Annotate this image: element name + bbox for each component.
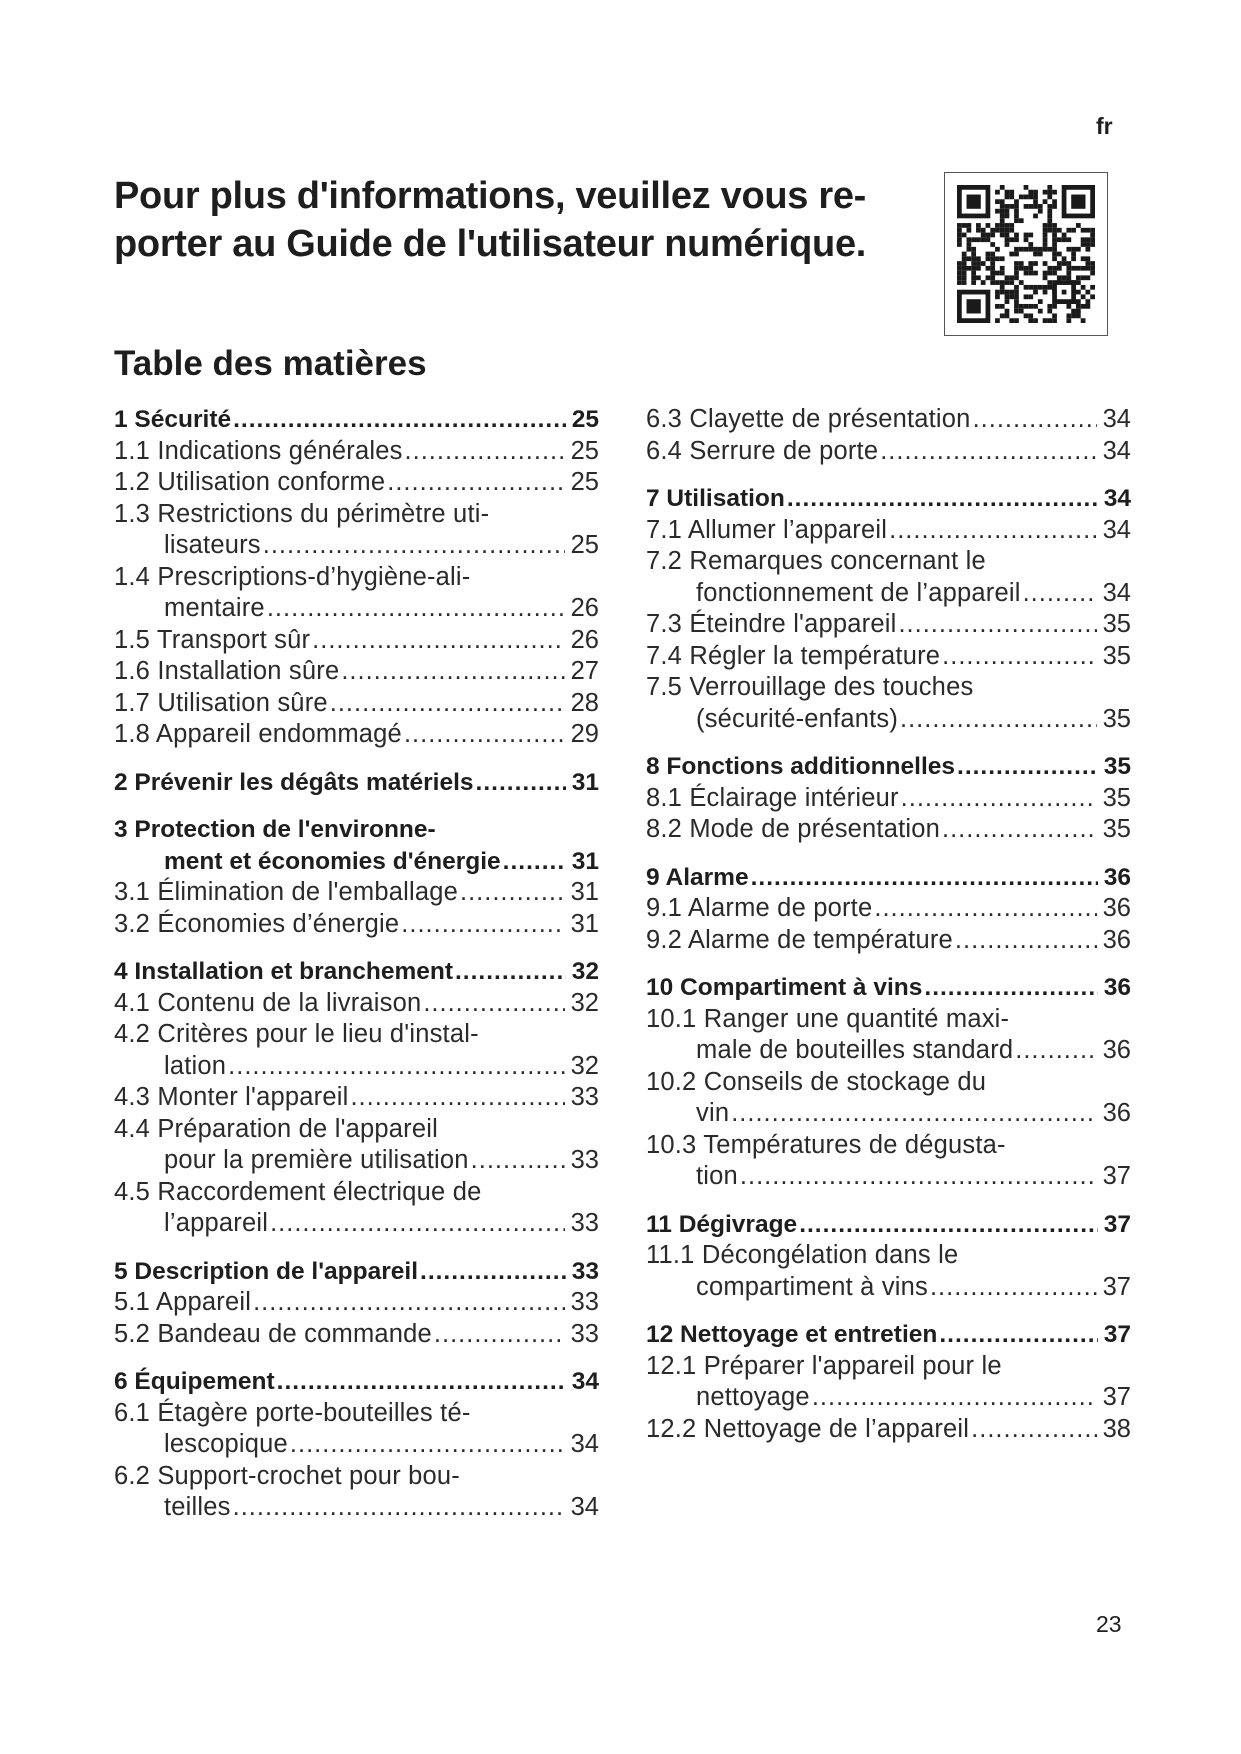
dot-leader bbox=[812, 1382, 1097, 1414]
toc-subsection-entry[interactable] bbox=[646, 1004, 1131, 1067]
toc-subsection-entry[interactable] bbox=[646, 672, 1131, 735]
toc-subsection-entry[interactable] bbox=[646, 1351, 1131, 1414]
toc-subsection-entry[interactable] bbox=[114, 562, 599, 625]
toc-entry-label: vin bbox=[696, 1099, 730, 1127]
toc-page-number: 33 bbox=[570, 1319, 599, 1348]
toc-page-number: 33 bbox=[571, 1257, 599, 1285]
toc-entry-label: 3.2 Économies d’énergie bbox=[114, 909, 400, 938]
dot-leader bbox=[233, 1492, 565, 1524]
toc-subsection-entry[interactable] bbox=[114, 1398, 599, 1461]
toc-entry-label: 10.1 Ranger une quantité maxi- bbox=[646, 1004, 1010, 1033]
toc-page-number: 38 bbox=[1102, 1414, 1131, 1443]
toc-subsection-entry[interactable] bbox=[646, 641, 1131, 673]
toc-entry-label: 12.1 Préparer l'appareil pour le bbox=[646, 1351, 1002, 1380]
dot-leader bbox=[799, 1209, 1098, 1241]
dot-leader bbox=[880, 436, 1096, 468]
toc-entry-label: 1.2 Utilisation conforme bbox=[114, 468, 386, 496]
dot-leader bbox=[420, 1256, 566, 1288]
toc-section-entry[interactable] bbox=[114, 767, 599, 799]
dot-leader bbox=[924, 972, 1097, 1004]
toc-entry-label: male de bouteilles standard bbox=[696, 1036, 1014, 1064]
toc-entry-label: 5.1 Appareil bbox=[114, 1288, 252, 1316]
toc-page-number: 36 bbox=[1102, 1099, 1131, 1127]
toc-subsection-entry[interactable] bbox=[114, 719, 599, 751]
toc-entry-label: 4.3 Monter l'appareil bbox=[114, 1083, 349, 1111]
toc-page-number: 33 bbox=[570, 1288, 599, 1316]
toc-subsection-entry[interactable] bbox=[646, 609, 1131, 641]
toc-page-number: 33 bbox=[570, 1146, 599, 1174]
toc-entry-label: 1.6 Installation sûre bbox=[114, 657, 340, 685]
dot-leader bbox=[731, 1098, 1096, 1130]
dot-leader bbox=[460, 877, 565, 909]
toc-entry-label: 7.1 Allumer l’appareil bbox=[646, 515, 888, 544]
toc-entry-label: 1.5 Transport sûr bbox=[114, 625, 311, 654]
toc-entry-label: 6.4 Serrure de porte bbox=[646, 436, 879, 465]
toc-page-number: 35 bbox=[1103, 753, 1131, 780]
toc-page-number: 36 bbox=[1102, 1036, 1131, 1064]
toc-subsection-entry[interactable] bbox=[646, 925, 1131, 957]
toc-entry-label: 1.8 Appareil endommagé bbox=[114, 720, 402, 748]
notice-line-2: porter au Guide de l'utilisateur numérique. bbox=[114, 223, 867, 265]
toc-section-entry[interactable] bbox=[114, 814, 599, 877]
qr-code[interactable] bbox=[944, 172, 1108, 336]
toc-entry-label: 1 Sécurité bbox=[114, 406, 232, 433]
toc-entry-label: 7.3 Éteindre l'appareil bbox=[646, 610, 897, 638]
toc-entry-label: 8.1 Éclairage intérieur bbox=[646, 783, 899, 812]
toc-entry-label: compartiment à vins bbox=[696, 1272, 928, 1301]
toc-section-entry[interactable] bbox=[646, 751, 1131, 783]
toc-entry-label: 3 Protection de l'environne- bbox=[114, 816, 436, 843]
toc-section-entry[interactable] bbox=[646, 972, 1131, 1004]
toc-subsection-entry[interactable] bbox=[646, 515, 1131, 547]
toc-entry-label: 7.2 Remarques concernant le bbox=[646, 547, 986, 575]
toc-page-number: 35 bbox=[1102, 641, 1131, 670]
page-number: 23 bbox=[1096, 1611, 1122, 1637]
dot-leader bbox=[330, 688, 565, 720]
dot-leader bbox=[401, 909, 564, 941]
notice-line-1: Pour plus d'informations, veuillez vous re- bbox=[114, 175, 867, 217]
dot-leader bbox=[233, 404, 566, 436]
toc-page-number: 36 bbox=[1103, 863, 1131, 891]
dot-leader bbox=[476, 767, 566, 799]
toc-entry-label: tion bbox=[696, 1162, 738, 1190]
dot-leader bbox=[901, 783, 1097, 815]
dot-leader bbox=[471, 1145, 565, 1177]
toc-entry-label: 4 Installation et branchement bbox=[114, 958, 453, 985]
toc-entry-label: 1.1 Indications générales bbox=[114, 436, 403, 465]
toc-section-entry[interactable] bbox=[646, 862, 1131, 894]
dot-leader bbox=[1015, 1035, 1096, 1067]
toc-page-number: 37 bbox=[1102, 1272, 1131, 1301]
toc-subsection-entry[interactable] bbox=[114, 1287, 599, 1319]
toc-subsection-entry[interactable] bbox=[114, 1019, 599, 1082]
toc-page-number: 34 bbox=[1102, 436, 1131, 465]
toc-page-number: 35 bbox=[1102, 610, 1131, 638]
toc-entry-label: 3.1 Élimination de l'emballage bbox=[114, 878, 458, 906]
toc-page-number: 36 bbox=[1103, 974, 1131, 1001]
toc-entry-label: lisateurs bbox=[164, 531, 261, 559]
digital-guide-notice bbox=[114, 172, 914, 268]
toc-entry-label: (sécurité-enfants) bbox=[696, 704, 899, 733]
toc-page-number: 29 bbox=[570, 720, 599, 748]
toc-entry-label: lescopique bbox=[164, 1430, 288, 1458]
dot-leader bbox=[942, 814, 1097, 846]
toc-page-number: 37 bbox=[1103, 1210, 1131, 1238]
toc-page-number: 25 bbox=[570, 436, 599, 465]
toc-section-entry[interactable] bbox=[646, 1319, 1131, 1351]
toc-entry-label: 8.2 Mode de présentation bbox=[646, 815, 941, 843]
toc-entry-label: teilles bbox=[164, 1493, 231, 1521]
dot-leader bbox=[228, 1051, 564, 1083]
toc-entry-label: 9 Alarme bbox=[646, 863, 749, 891]
dot-leader bbox=[503, 846, 566, 878]
dot-leader bbox=[971, 1414, 1096, 1446]
toc-entry-label: 12.2 Nettoyage de l’appareil bbox=[646, 1414, 970, 1443]
toc-page-number: 37 bbox=[1102, 1383, 1131, 1411]
toc-page-number: 31 bbox=[571, 768, 599, 796]
toc-page-number: 37 bbox=[1102, 1162, 1131, 1190]
toc-entry-label: 7.4 Régler la température bbox=[646, 641, 941, 670]
toc-entry-label: 10 Compartiment à vins bbox=[646, 974, 923, 1001]
dot-leader bbox=[889, 515, 1097, 547]
toc-page-number: 31 bbox=[570, 909, 599, 938]
dot-leader bbox=[277, 1366, 566, 1398]
toc-page-number: 34 bbox=[570, 1430, 599, 1458]
toc-entry-label: pour la première utilisation bbox=[164, 1146, 469, 1174]
toc-subsection-entry[interactable] bbox=[114, 1461, 599, 1524]
dot-leader bbox=[263, 530, 565, 562]
toc-page-number: 34 bbox=[571, 1368, 599, 1395]
toc-subsection-entry[interactable] bbox=[646, 814, 1131, 846]
toc-page-number: 27 bbox=[570, 657, 599, 685]
toc-subsection-entry[interactable] bbox=[646, 546, 1131, 609]
toc-subsection-entry[interactable] bbox=[646, 436, 1131, 468]
dot-leader bbox=[270, 1208, 565, 1240]
toc-entry-label: 6.1 Étagère porte-bouteilles té- bbox=[114, 1398, 471, 1427]
toc-entry-label: mentaire bbox=[164, 594, 265, 622]
toc-section-entry[interactable] bbox=[646, 483, 1131, 515]
toc-entry-label: 1.7 Utilisation sûre bbox=[114, 688, 328, 717]
toc-subsection-entry[interactable] bbox=[114, 688, 599, 720]
dot-leader bbox=[455, 956, 566, 988]
dot-leader bbox=[957, 751, 1098, 783]
toc-entry-label: 4.1 Contenu de la livraison bbox=[114, 988, 422, 1017]
toc-entry-label: 12 Nettoyage et entretien bbox=[646, 1321, 938, 1348]
toc-section-entry[interactable] bbox=[114, 1256, 599, 1288]
toc-section-entry[interactable] bbox=[646, 1209, 1131, 1241]
toc-entry-label: 11 Dégivrage bbox=[646, 1210, 798, 1238]
toc-page-number: 26 bbox=[570, 625, 599, 654]
toc-subsection-entry[interactable] bbox=[114, 988, 599, 1020]
toc-page-number: 31 bbox=[571, 847, 599, 875]
toc-entry-label: 9.1 Alarme de porte bbox=[646, 894, 873, 922]
toc-entry-label: 4.2 Critères pour le lieu d'instal- bbox=[114, 1020, 479, 1048]
toc-subsection-entry[interactable] bbox=[114, 1177, 599, 1240]
toc-section-entry[interactable] bbox=[114, 1366, 599, 1398]
toc-page-number: 32 bbox=[570, 1051, 599, 1080]
toc-page-number: 33 bbox=[570, 1083, 599, 1111]
toc-section-entry[interactable] bbox=[114, 404, 599, 436]
toc-entry-label: 10.3 Températures de dégusta- bbox=[646, 1130, 1006, 1159]
dot-leader bbox=[898, 609, 1096, 641]
toc-entry-label: 5.2 Bandeau de commande bbox=[114, 1319, 432, 1348]
dot-leader bbox=[387, 467, 564, 499]
dot-leader bbox=[874, 893, 1096, 925]
toc-entry-label: 7.5 Verrouillage des touches bbox=[646, 673, 974, 701]
toc-entry-label: 5 Description de l'appareil bbox=[114, 1257, 419, 1285]
toc-page-number: 25 bbox=[570, 531, 599, 559]
dot-leader bbox=[942, 641, 1096, 673]
toc-entry-label: 9.2 Alarme de température bbox=[646, 925, 953, 954]
dot-leader bbox=[973, 404, 1097, 436]
dot-leader bbox=[423, 988, 564, 1020]
toc-page-number: 33 bbox=[570, 1209, 599, 1237]
toc-page-number: 25 bbox=[570, 468, 599, 496]
toc-entry-label: 2 Prévenir les dégâts matériels bbox=[114, 768, 474, 796]
toc-page-number: 36 bbox=[1102, 925, 1131, 954]
toc-page-number: 35 bbox=[1102, 815, 1131, 843]
qr-code-graphic bbox=[957, 185, 1095, 323]
toc-page-number: 26 bbox=[570, 594, 599, 622]
toc-page-number: 37 bbox=[1103, 1321, 1131, 1348]
toc-subsection-entry[interactable] bbox=[114, 499, 599, 562]
toc-subsection-entry[interactable] bbox=[114, 877, 599, 909]
toc-page-number: 34 bbox=[1102, 578, 1131, 607]
dot-leader bbox=[787, 483, 1098, 515]
toc-page-number: 34 bbox=[1103, 485, 1131, 512]
toc-subsection-entry[interactable] bbox=[114, 467, 599, 499]
dot-leader bbox=[740, 1161, 1097, 1193]
toc-column-left bbox=[114, 404, 599, 1524]
dot-leader bbox=[1023, 578, 1097, 610]
toc-subsection-entry[interactable] bbox=[646, 783, 1131, 815]
toc-subsection-entry[interactable] bbox=[646, 1067, 1131, 1130]
toc-entry-label: 7 Utilisation bbox=[646, 485, 785, 512]
toc-page-number: 25 bbox=[571, 406, 599, 433]
toc-entry-label: 10.2 Conseils de stockage du bbox=[646, 1067, 987, 1096]
toc-subsection-entry[interactable] bbox=[114, 1114, 599, 1177]
toc-entry-label: ment et économies d'énergie bbox=[164, 847, 501, 875]
toc-entry-label: 6.3 Clayette de présentation bbox=[646, 405, 971, 433]
toc-subsection-entry[interactable] bbox=[114, 909, 599, 941]
toc-page-number: 28 bbox=[570, 688, 599, 717]
toc-entry-label: l’appareil bbox=[164, 1209, 269, 1237]
toc-entry-label: 1.4 Prescriptions-d’hygiène-ali- bbox=[114, 562, 471, 591]
toc-page-number: 31 bbox=[570, 878, 599, 906]
toc-subsection-entry[interactable] bbox=[646, 893, 1131, 925]
toc-entry-label: fonctionnement de l’appareil bbox=[696, 578, 1021, 607]
toc-section-entry[interactable] bbox=[114, 956, 599, 988]
toc-entry-label: 8 Fonctions additionnelles bbox=[646, 753, 956, 780]
toc-subsection-entry[interactable] bbox=[114, 1319, 599, 1351]
toc-subsection-entry[interactable] bbox=[114, 625, 599, 657]
toc-column-right bbox=[646, 404, 1131, 1445]
dot-leader bbox=[955, 925, 1097, 957]
dot-leader bbox=[900, 704, 1097, 736]
dot-leader bbox=[939, 1319, 1097, 1351]
dot-leader bbox=[312, 625, 564, 657]
dot-leader bbox=[341, 656, 564, 688]
toc-page-number: 35 bbox=[1102, 704, 1131, 733]
toc-subsection-entry[interactable] bbox=[646, 1240, 1131, 1303]
dot-leader bbox=[290, 1429, 565, 1461]
toc-page-number: 32 bbox=[570, 988, 599, 1017]
toc-page-number: 34 bbox=[1102, 405, 1131, 433]
toc-entry-label: lation bbox=[164, 1051, 227, 1080]
language-code: fr bbox=[1096, 113, 1113, 139]
toc-subsection-entry[interactable] bbox=[646, 404, 1131, 436]
toc-entry-label: 6 Équipement bbox=[114, 1368, 275, 1395]
toc-subsection-entry[interactable] bbox=[114, 1082, 599, 1114]
toc-entry-label: 1.3 Restrictions du périmètre uti- bbox=[114, 499, 490, 528]
dot-leader bbox=[267, 593, 565, 625]
toc-subsection-entry[interactable] bbox=[646, 1414, 1131, 1446]
toc-entry-label: 4.5 Raccordement électrique de bbox=[114, 1177, 482, 1206]
dot-leader bbox=[404, 719, 565, 751]
toc-page-number: 34 bbox=[570, 1493, 599, 1521]
dot-leader bbox=[930, 1272, 1097, 1304]
dot-leader bbox=[253, 1287, 565, 1319]
toc-page-number: 35 bbox=[1102, 783, 1131, 812]
dot-leader bbox=[751, 862, 1098, 894]
toc-page-number: 34 bbox=[1102, 515, 1131, 544]
toc-entry-label: nettoyage bbox=[696, 1383, 810, 1411]
toc-entry-label: 4.4 Préparation de l'appareil bbox=[114, 1114, 438, 1143]
dot-leader bbox=[405, 436, 565, 468]
toc-entry-label: 6.2 Support-crochet pour bou- bbox=[114, 1461, 461, 1490]
toc-subsection-entry[interactable] bbox=[114, 436, 599, 468]
toc-page-number: 36 bbox=[1102, 894, 1131, 922]
toc-subsection-entry[interactable] bbox=[646, 1130, 1131, 1193]
toc-subsection-entry[interactable] bbox=[114, 656, 599, 688]
toc-entry-label: 11.1 Décongélation dans le bbox=[646, 1241, 959, 1269]
dot-leader bbox=[434, 1319, 565, 1351]
toc-title: Table des matières bbox=[114, 344, 427, 383]
toc-page-number: 32 bbox=[571, 958, 599, 985]
dot-leader bbox=[350, 1082, 564, 1114]
